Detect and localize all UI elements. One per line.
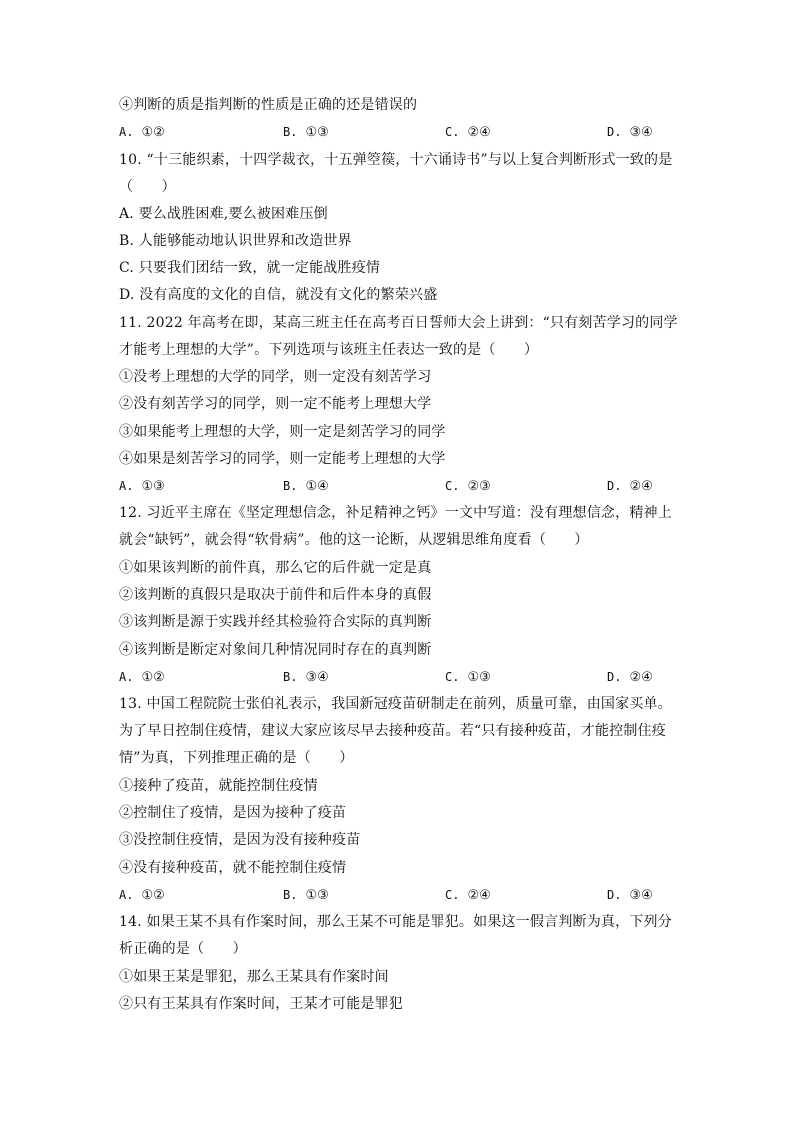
q12-statement-3: ③该判断是源于实践并经其检验符合实际的真判断 <box>119 614 432 630</box>
q11-statement-2: ②没有刻苦学习的同学，则一定不能考上理想大学 <box>119 396 432 412</box>
q11-option-d: D. ②④ <box>607 479 653 494</box>
q9-option-b: B. ①③ <box>283 125 329 140</box>
q13-statement-3: ③没控制住疫情，是因为没有接种疫苗 <box>119 832 361 848</box>
q13-statement-4: ④没有接种疫苗，就不能控制住疫情 <box>119 860 347 876</box>
q11-statement-3: ③如果能考上理想的大学，则一定是刻苦学习的同学 <box>119 424 446 440</box>
q13-statement-2: ②控制住了疫情，是因为接种了疫苗 <box>119 805 347 821</box>
q10-choice-d: D. 没有高度的文化的自信，就没有文化的繁荣兴盛 <box>119 287 438 303</box>
q11-option-a: A. ①③ <box>119 479 165 494</box>
q13-statement-1: ①接种了疫苗，就能控制住疫情 <box>119 778 318 794</box>
q9-option-c: C. ②④ <box>445 125 491 140</box>
q14-stem-line-1: 14. 如果王某不具有作案时间，那么王某不可能是罪犯。如果这一假言判断为真，下列分 <box>119 914 672 930</box>
q14-stem-line-2: 析正确的是（ ） <box>119 941 247 957</box>
q13-stem-line-1: 13. 中国工程院院士张伯礼表示，我国新冠疫苗研制走在前列，质量可靠，由国家买单。 <box>119 696 672 712</box>
q11-statement-4: ④如果是刻苦学习的同学，则一定能考上理想的大学 <box>119 451 446 467</box>
q14-statement-1: ①如果王某是罪犯，那么王某具有作案时间 <box>119 969 389 985</box>
q11-option-c: C. ②③ <box>445 479 491 494</box>
q9-option-a: A. ①② <box>119 125 165 140</box>
q11-stem-line-2: 才能考上理想的大学”。下列选项与该班主任表达一致的是（ ） <box>119 342 539 358</box>
q12-statement-1: ①如果该判断的前件真，那么它的后件就一定是真 <box>119 560 432 576</box>
q12-option-a: A. ①② <box>119 670 165 685</box>
q14-statement-2: ②只有王某具有作案时间，王某才可能是罪犯 <box>119 996 403 1012</box>
q11-option-b: B. ①④ <box>283 479 329 494</box>
q13-option-b: B. ①③ <box>283 888 329 903</box>
q10-stem-line-2: （ ） <box>119 179 176 195</box>
q12-statement-2: ②该判断的真假只是取决于前件和后件本身的真假 <box>119 587 432 603</box>
q10-choice-c: C. 只要我们团结一致，就一定能战胜疫情 <box>119 260 381 276</box>
q13-option-d: D. ③④ <box>607 888 653 903</box>
q11-stem-line-1: 11. 2022 年高考在即，某高三班主任在高考百日誓师大会上讲到：“只有刻苦学习的同学 <box>119 315 678 331</box>
q13-option-a: A. ①② <box>119 888 165 903</box>
q12-option-d: D. ②④ <box>607 670 653 685</box>
q9-option-d: D. ③④ <box>607 125 653 140</box>
q12-option-c: C. ①③ <box>445 670 491 685</box>
q13-option-c: C. ②④ <box>445 888 491 903</box>
q12-statement-4: ④该判断是断定对象间几种情况同时存在的真判断 <box>119 642 432 658</box>
q12-stem-line-1: 12. 习近平主席在《坚定理想信念，补足精神之钙》一文中写道：没有理想信念，精神上 <box>119 505 672 521</box>
q13-stem-line-2: 为了早日控制住疫情，建议大家应该尽早去接种疫苗。若“只有接种疫苗，才能控制住疫 <box>119 723 666 739</box>
q12-stem-line-2: 就会“缺钙”，就会得“软骨病”。他的这一论断，从逻辑思维角度看（ ） <box>119 532 589 548</box>
q10-stem-line-1: 10. “十三能织素，十四学裁衣，十五弹箜篌，十六诵诗书”与以上复合判断形式一致的是 <box>119 152 673 168</box>
q12-option-b: B. ③④ <box>283 670 329 685</box>
q10-choice-b: B. 人能够能动地认识世界和改造世界 <box>119 233 352 249</box>
q13-stem-line-3: 情”为真，下列推理正确的是（ ） <box>119 750 354 766</box>
q10-choice-a: A. 要么战胜困难,要么被困难压倒 <box>119 206 328 222</box>
q9-statement-4: ④判断的质是指判断的性质是正确的还是错误的 <box>119 97 418 113</box>
q11-statement-1: ①没考上理想的大学的同学，则一定没有刻苦学习 <box>119 369 432 385</box>
